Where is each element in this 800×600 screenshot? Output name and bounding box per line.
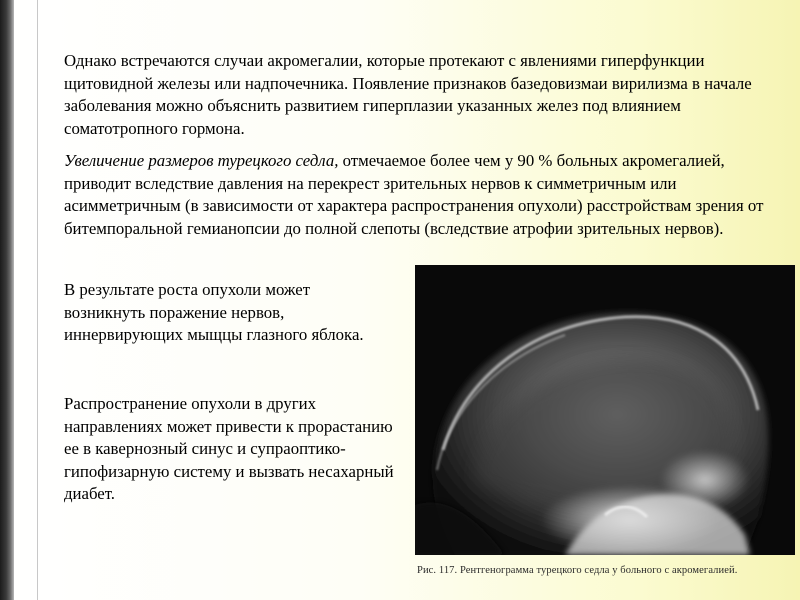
figure-caption: Рис. 117. Рентгенограмма турецкого седла у больного с акромегалией. [417,565,738,576]
left-decorative-bar [0,0,14,600]
paragraph-nerve-damage: В результате роста опухоли может возникнуть поражение нервов, иннервирующих мыщцы глазного яблока. [64,280,364,344]
left-vertical-rule [37,0,38,600]
paragraph-acromegaly-hyperfunction: Однако встречаются случаи акромегалии, которые протекают с явлениями гиперфункции щитовидной железы или надпочечника. Появление признаков базедовизмаи вирилизма в начале заболевания можно объяснить развитием гиперплазии указанных желез под влиянием соматотропного гормона. [64,51,752,138]
emphasis-sella-enlargement: Увеличение размеров турецкого седла, [64,151,339,170]
skull-xray-drawing [415,265,795,555]
paragraph-sella-enlargement-text: отмечаемое более чем у 90 % больных акромегалией, приводит вследствие давления на перекрест зрительных нервов к симметричным или асимметричным (в зависимости от характера распространения опухоли) расстройствам зрения от битемпоральной гемианопсии до полной слепоты (вследствие атрофии зрительных нервов). [64,151,764,238]
skull-xray-image [415,265,795,555]
paragraph-sella-enlargement [64,150,764,240]
paragraph-tumor-spread: Распространение опухоли в других направлениях может привести к прорастанию ее в кавернозный синус и супраоптико-гипофизарную систему и вызвать несахарный диабет. [64,394,394,503]
